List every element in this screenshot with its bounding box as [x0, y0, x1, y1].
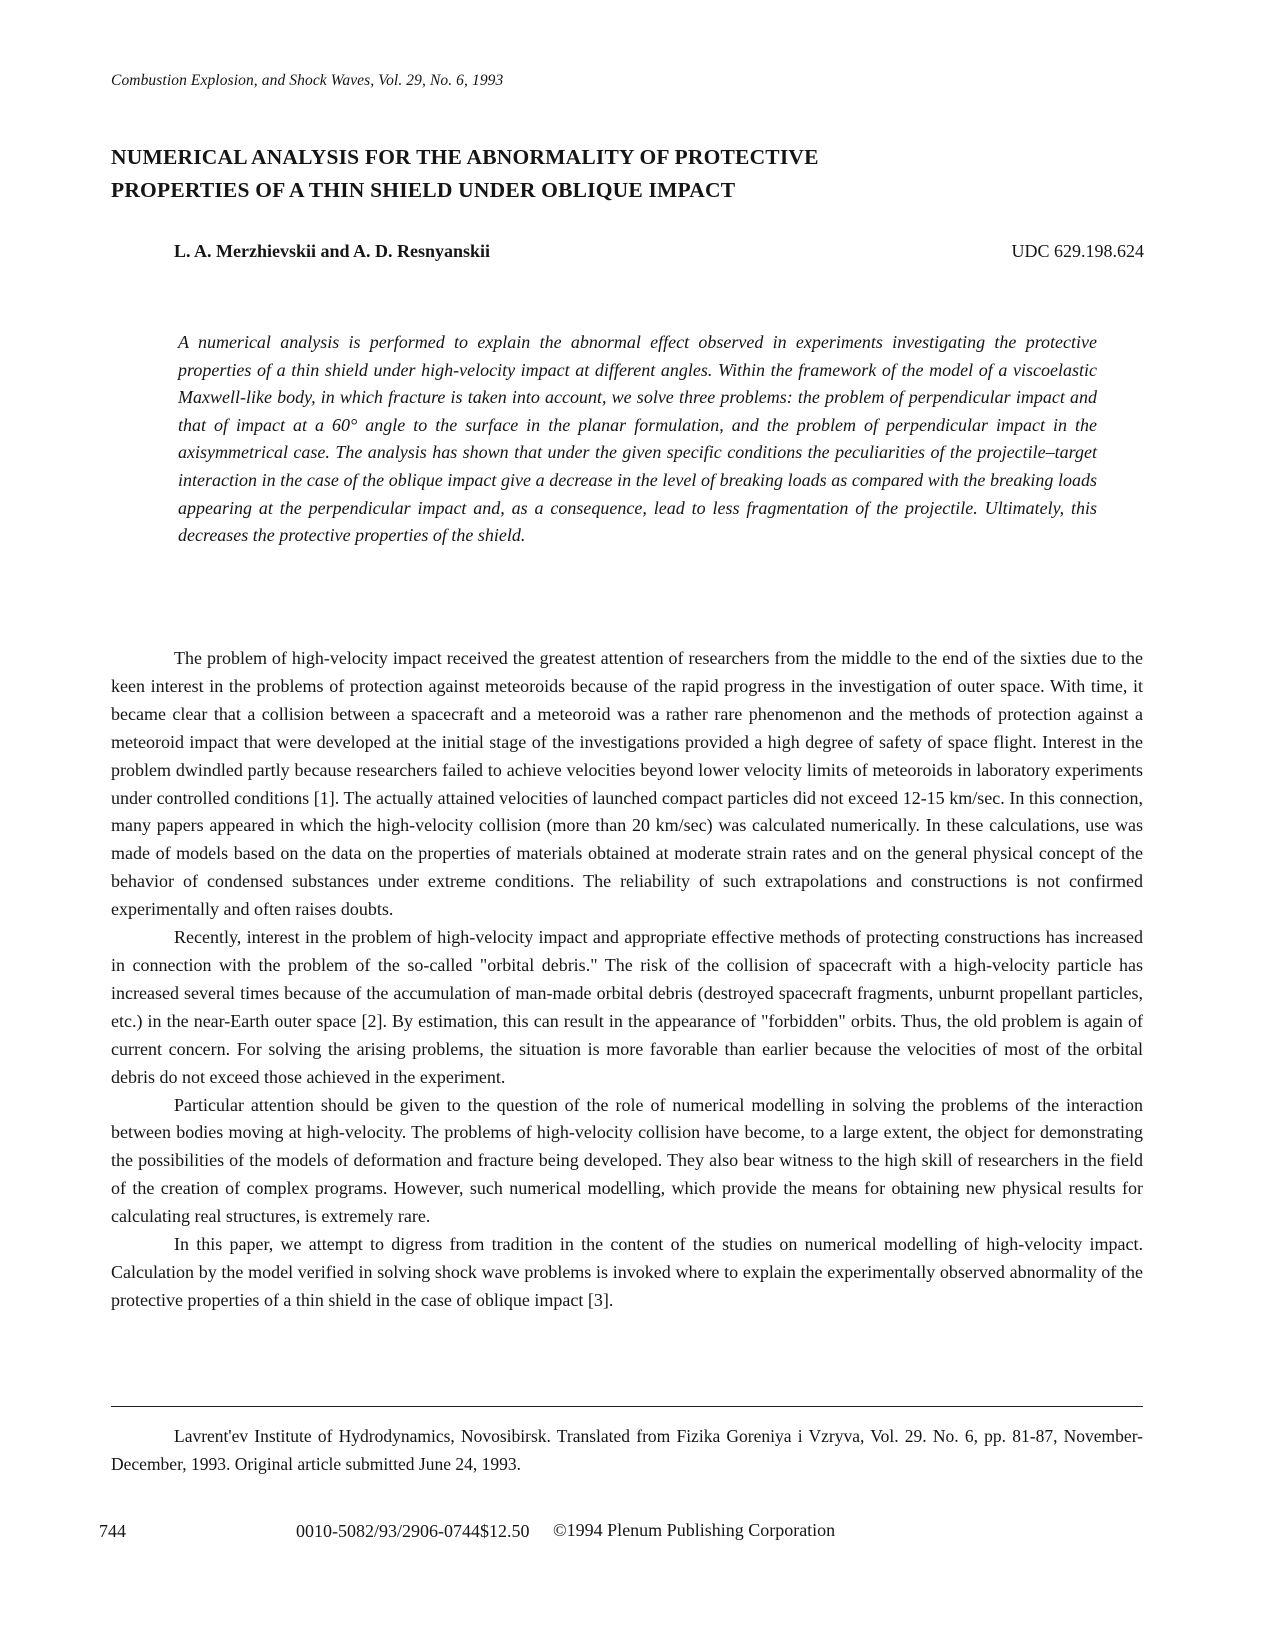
issn-price: 0010-5082/93/2906-0744$12.50	[296, 1521, 530, 1541]
body-paragraph-3: Particular attention should be given to the question of the role of numerical modelling in solving the problems of the interaction between bodies moving at high-velocity. The problems of high-velocity collision have become, to a large extent, the object for demonstrating the possibilities of the models of deformation and fracture being developed. They also bear witness to the high skill of researchers in the field of the creation of complex programs. However, such numerical modelling, which provide the means for obtaining new physical results for calculating real structures, is extremely rare.	[111, 1094, 1143, 1227]
footnote-divider	[111, 1406, 1143, 1407]
copyright-line: ©1994 Plenum Publishing Corporation	[553, 1520, 836, 1540]
body-paragraph-1: The problem of high-velocity impact received the greatest attention of researchers from the middle to the end of the sixties due to the keen interest in the problems of protection against meteoroids because of the rapid progress in the investigation of outer space. With time, it became clear that a collision between a spacecraft and a meteoroid was a rather rare phenomenon and the methods of protection against a meteoroid impact that were developed at the initial stage of the investigations provided a high degree of safety of space flight. Interest in the problem dwindled partly because researchers failed to achieve velocities beyond lower velocity limits of meteoroids in laboratory experiments under controlled conditions [1]. The actually attained velocities of launched compact particles did not exceed 12-15 km/sec. In this connection, many papers appeared in which the high-velocity collision (more than 20 km/sec) was calculated numerically. In these calculations, use was made of models based on the data on the properties of materials obtained at moderate strain rates and on the general physical concept of the behavior of condensed substances under extreme conditions. The reliability of such extrapolations and constructions is not confirmed experimentally and often raises doubts.	[111, 648, 1143, 920]
footnote	[111, 1422, 1143, 1478]
running-head: Combustion Explosion, and Shock Waves, Vol. 29, No. 6, 1993	[111, 72, 504, 89]
footnote-text: Lavrent'ev Institute of Hydrodynamics, Novosibirsk. Translated from Fizika Goreniya i Vzryva, Vol. 29. No. 6, pp. 81-87, November-December, 1993. Original article submitted June 24, 1993.	[111, 1426, 1143, 1474]
article-title	[111, 141, 1131, 207]
body-paragraph-2: Recently, interest in the problem of high-velocity impact and appropriate effective methods of protecting constructions has increased in connection with the problem of the so-called "orbital debris." The risk of the collision of spacecraft with a high-velocity particle has increased several times because of the accumulation of man-made orbital debris (destroyed spacecraft fragments, unburnt propellant particles, etc.) in the near-Earth outer space [2]. By estimation, this can result in the appearance of "forbidden" orbits. Thus, the old problem is again of current concern. For solving the arising problems, the situation is more favorable than earlier because the velocities of most of the orbital debris do not exceed those achieved in the experiment.	[111, 927, 1143, 1087]
body-paragraph-4: In this paper, we attempt to digress from tradition in the content of the studies on numerical modelling of high-velocity impact. Calculation by the model verified in solving shock wave problems is invoked where to explain the experimentally observed abnormality of the protective properties of a thin shield in the case of oblique impact [3].	[111, 1234, 1143, 1310]
title-line-2: PROPERTIES OF A THIN SHIELD UNDER OBLIQUE IMPACT	[111, 178, 736, 202]
title-line-1: NUMERICAL ANALYSIS FOR THE ABNORMALITY OF PROTECTIVE	[111, 145, 819, 169]
authors: L. A. Merzhievskii and A. D. Resnyanskii	[174, 241, 491, 261]
udc-code: UDC 629.198.624	[1011, 241, 1144, 261]
abstract: A numerical analysis is performed to explain the abnormal effect observed in experiments investigating the protective properties of a thin shield under high-velocity impact at different angles. Within the framework of the model of a viscoelastic Maxwell-like body, in which fracture is taken into account, we solve three problems: the problem of perpendicular impact and that of impact at a 60° angle to the surface in the planar formulation, and the problem of perpendicular impact in the axisymmetrical case. The analysis has shown that under the given specific conditions the peculiarities of the projectile–target interaction in the case of the oblique impact give a decrease in the level of breaking loads as compared with the breaking loads appearing at the perpendicular impact and, as a consequence, lead to less fragmentation of the projectile. Ultimately, this decreases the protective properties of the shield.	[178, 332, 1097, 546]
page-number: 744	[99, 1521, 126, 1541]
article-body	[111, 645, 1143, 1315]
